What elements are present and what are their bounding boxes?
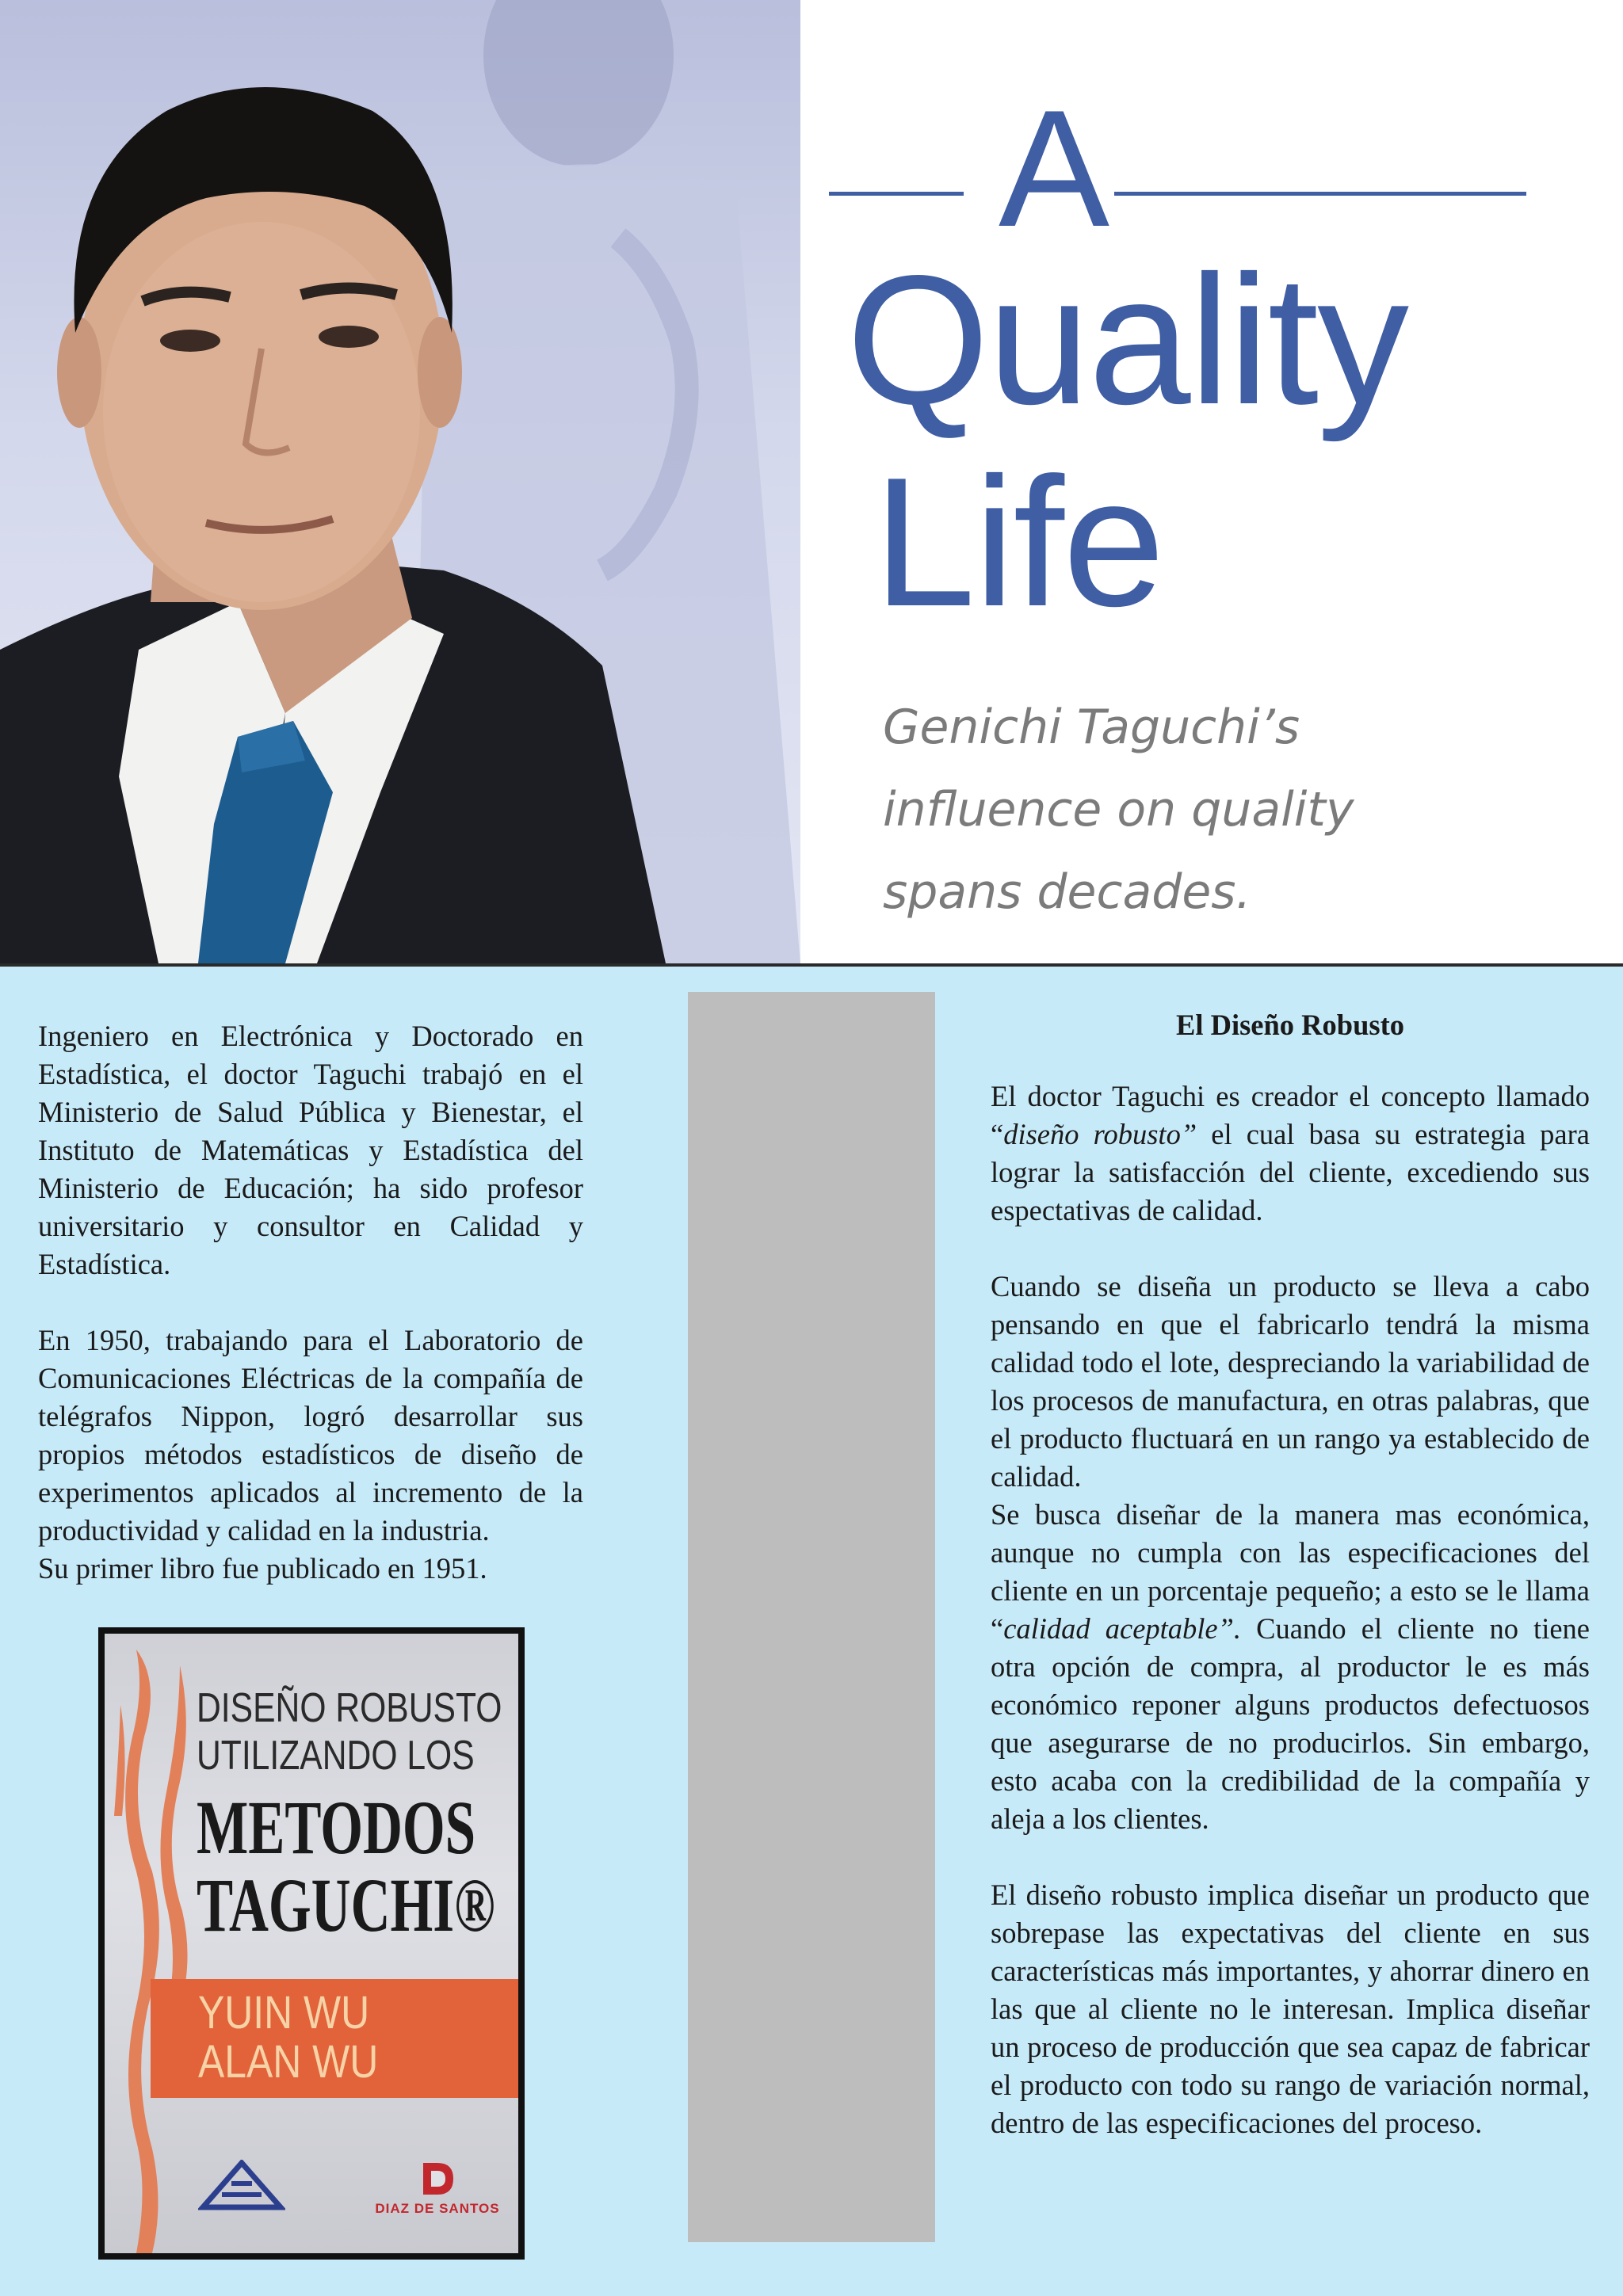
title-a-row bbox=[829, 75, 1542, 261]
title-rule-left bbox=[829, 192, 964, 196]
subtitle-line: spans decades. bbox=[883, 864, 1251, 920]
book-subtitle bbox=[197, 1684, 502, 1779]
book-main-title bbox=[197, 1785, 495, 1947]
book-cover bbox=[98, 1627, 525, 2260]
history-paragraph: En 1950, trabajando para el Laboratorio de Comunicaciones Eléctricas de la compañía de telégrafos Nippon, logró desarrollar sus propios métodos estadísticos de diseño de experimentos aplicados al incremento de la productividad y calidad en la industria. bbox=[38, 1324, 583, 1547]
bio-paragraph: Ingeniero en Electrónica y Doctorado en Estadística, el doctor Taguchi trabajó en el Ministerio de Salud Pública y Bienestar, el Instituto de Matemáticas y Estadística del Ministerio de Educación; ha sido profesor universitario y consultor en Calidad y Estadística. bbox=[38, 1020, 583, 1280]
right-column bbox=[991, 1006, 1590, 2142]
book-authors bbox=[198, 1989, 378, 2087]
concept-paragraph bbox=[991, 1077, 1590, 1230]
concept-emphasis: diseño robusto” bbox=[1003, 1118, 1197, 1150]
left-column bbox=[38, 1017, 583, 1588]
hero-subtitle bbox=[883, 686, 1517, 933]
first-book-note: Su primer libro fue publicado en 1951. bbox=[38, 1552, 487, 1585]
portrait-illustration bbox=[0, 0, 800, 963]
variability-paragraph: Cuando se diseña un producto se lleva a cabo pensando en que el fabricarlo tendrá la misma calidad todo el lote, despreciando la variabilidad de los procesos de manufactura, en otras palabras, que el producto fluctuará en un rango ya establecido de calidad. bbox=[991, 1270, 1590, 1493]
hero-banner bbox=[0, 0, 1623, 963]
title-rule-right bbox=[1114, 192, 1526, 196]
publisher-d-mark-icon bbox=[417, 2160, 456, 2198]
book-author: YUIN WU bbox=[198, 1987, 370, 2039]
acceptable-quality-paragraph bbox=[991, 1496, 1590, 1838]
title-block bbox=[800, 0, 1623, 963]
concept-text-end: el cual basa su estrategia para lograr la satisfacción del cliente, excediendo sus espectativas de calidad. bbox=[991, 1118, 1590, 1226]
concept-text: El doctor Taguchi es creador el concepto llamado “ bbox=[991, 1080, 1590, 1150]
subtitle-line: Genichi Taguchi’s bbox=[883, 700, 1300, 755]
subtitle-line: influence on quality bbox=[883, 782, 1354, 837]
book-subtitle-line: DISEÑO ROBUSTO bbox=[197, 1685, 502, 1731]
acceptable-emphasis: calidad aceptable”. bbox=[1003, 1612, 1242, 1645]
acceptable-text: Se busca diseñar de la manera mas económica, aunque no cumpla con las especificaciones del cliente en un porcentaje pequeño; a esto se le llama “ bbox=[991, 1498, 1590, 1645]
hero-divider bbox=[0, 963, 1623, 967]
publisher-name: DIAZ DE SANTOS bbox=[375, 2201, 500, 2216]
title-quality: Quality bbox=[846, 238, 1408, 443]
portrait-photo bbox=[0, 0, 800, 963]
book-subtitle-line: UTILIZANDO LOS bbox=[197, 1733, 475, 1779]
book-author: ALAN WU bbox=[198, 2036, 379, 2088]
title-life: Life bbox=[873, 440, 1164, 645]
publisher-logo bbox=[366, 2160, 509, 2223]
book-main-title-line: TAGUCHI® bbox=[197, 1863, 495, 1947]
book-main-title-line: METODOS bbox=[197, 1785, 476, 1870]
acceptable-text-end: Cuando el cliente no tiene otra opción de compra, al productor le es más económico reponer alguns productos defectuosos que asegurarse de no producirlos. Sin embargo, esto acaba con la credibilidad de la compañía y aleja a los clientes. bbox=[991, 1612, 1590, 1835]
section-heading: El Diseño Robusto bbox=[1175, 1009, 1404, 1041]
book-cover-face bbox=[105, 1634, 518, 2253]
robust-design-paragraph: El diseño robusto implica diseñar un producto que sobrepase las expectativas del cliente en sus características más importantes, y ahorrar dinero en las que al cliente no le interesan. Implica diseñar un proceso de producción que sea capaz de fabricar el producto con todo su rango de variación normal, dentro de las especificaciones del proceso. bbox=[991, 1878, 1590, 2139]
gray-panel bbox=[688, 992, 935, 2242]
title-a: A bbox=[999, 75, 1110, 261]
publisher-triangle-logo bbox=[198, 2160, 285, 2215]
